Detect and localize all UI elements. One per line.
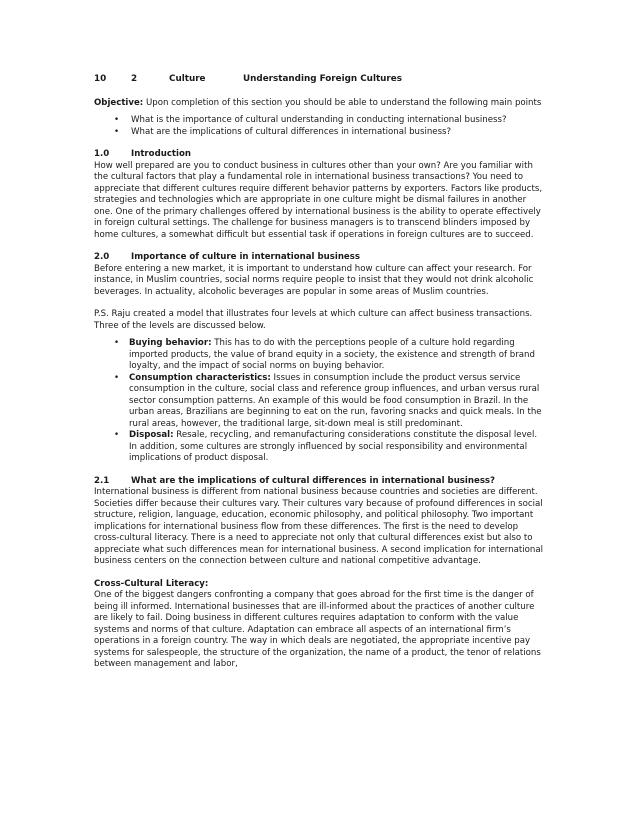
- bullet-icon: •: [114, 338, 120, 348]
- section-title: Importance of culture in international business: [131, 252, 360, 262]
- list-item: [94, 338, 546, 373]
- objective-point-text: What are the implications of cultural differences in international business?: [131, 126, 452, 137]
- section-importance-of-culture: [94, 252, 546, 298]
- level-term: Disposal:: [129, 430, 174, 440]
- section-heading: [94, 149, 546, 161]
- objective-paragraph: [94, 98, 546, 110]
- section-number: 1.0: [94, 149, 110, 159]
- level-text: Issues in consumption include the product versus service consumption in the culture, social class and reference group influences, and urban versus rural sector consumption patterns. An example of this would be food consumption in Brazil. In the urban areas, Brazilians are beginning to eat on the run, favoring snacks and quick meals. In the rural areas, however, the traditional large, sit-down meal is still predominant.: [129, 372, 542, 429]
- level-text: Resale, recycling, and remanufacturing considerations constitute the disposal level. In addition, some cultures are strongly influenced by social responsibility and environmental implications of product disposal.: [129, 430, 538, 463]
- objective-label: Objective:: [94, 97, 144, 108]
- running-header: [94, 74, 546, 86]
- chapter-word: Culture: [169, 74, 206, 84]
- section-body: One of the biggest dangers confronting a company that goes abroad for the first time is the danger of being ill informed. International businesses that are ill-informed about the practices of another culture are likely to fail. Doing business in different cultures requires adaptation to conform with the value systems and norms of that culture. Adaptation can embrace all aspects of an international firm’s operations in a foreign country. The way in which deals are negotiated, the appropriate incentive pay systems for salespeople, the structure of the organization, the name of a product, the tenor of relations between management and labor,: [94, 590, 541, 669]
- culture-levels-list: [94, 338, 546, 465]
- section-implications: [94, 476, 546, 568]
- level-term: Buying behavior:: [129, 338, 212, 348]
- list-item: [94, 430, 546, 465]
- section-body: How well prepared are you to conduct business in cultures other than your own? Are you familiar with the cultural factors that play a fundamental role in international business transactions? You need to appreciate that different cultures require different behavior patterns by exporters. Factors like products, strategies and technologies which are appropriate in one culture might be dismal failures in another one. One of the primary challenges offered by international business is the ability to operate effectively in foreign cultural settings. The challenge for business managers is to transcend blinders imposed by home cultures, a somewhat difficult but essential task if operations in foreign cultures are to succeed.: [94, 160, 543, 240]
- bullet-icon: •: [114, 126, 120, 137]
- list-item: [94, 373, 546, 431]
- list-item: [94, 127, 546, 139]
- bullet-icon: •: [114, 430, 120, 440]
- objective-points-list: [94, 115, 546, 138]
- section-heading: [94, 252, 546, 264]
- section-body: International business is different from national business because countries and societies are different. Societies differ because their cultures vary. Their cultures vary because of profound differences in social structure, religion, language, education, economic philosophy, and political philosophy. Two important implications for international business flow from these differences. The first is the need to develop cross-cultural literacy. There is a need to appreciate not only that cultural differences exist but also to appreciate what such differences mean for international business. A second implication for international business centers on the connection between culture and national competitive advantage.: [94, 487, 544, 566]
- section-title: Introduction: [131, 149, 192, 159]
- section-heading: [94, 476, 546, 488]
- section-body: Before entering a new market, it is important to understand how culture can affect your research. For instance, in Muslim countries, social norms require people to insist that they would not drink alcoholic beverages. In actuality, alcoholic beverages are popular in some areas of Muslim countries.: [94, 263, 534, 297]
- chapter-title: Understanding Foreign Cultures: [243, 74, 402, 84]
- chapter-number: 2: [131, 74, 138, 84]
- document-page: [94, 74, 546, 682]
- section-heading: [94, 579, 546, 591]
- section-cross-cultural-literacy: [94, 579, 546, 671]
- section-introduction: [94, 149, 546, 241]
- level-text: This has to do with the perceptions people of a culture hold regarding imported products, the value of brand equity in a society, the existence and strength of brand loyalty, and the impact of social norms on buying behavior.: [129, 338, 535, 371]
- level-term: Consumption characteristics:: [129, 372, 271, 383]
- raju-model-paragraph: P.S. Raju created a model that illustrates four levels at which culture can affect business transactions. Three of the levels are discussed below.: [94, 309, 533, 331]
- objective-text: Upon completion of this section you should be able to understand the following main points: [143, 97, 542, 108]
- page-number: 10: [94, 74, 107, 84]
- section-number: 2.1: [94, 475, 110, 486]
- section-title: What are the implications of cultural differences in international business?: [131, 475, 496, 486]
- list-item: [94, 115, 546, 127]
- section-title: Cross-Cultural Literacy:: [94, 578, 209, 589]
- bullet-icon: •: [114, 115, 120, 125]
- section-number: 2.0: [94, 252, 110, 262]
- objective-point-text: What is the importance of cultural understanding in conducting international business?: [131, 115, 507, 125]
- bullet-icon: •: [114, 372, 120, 383]
